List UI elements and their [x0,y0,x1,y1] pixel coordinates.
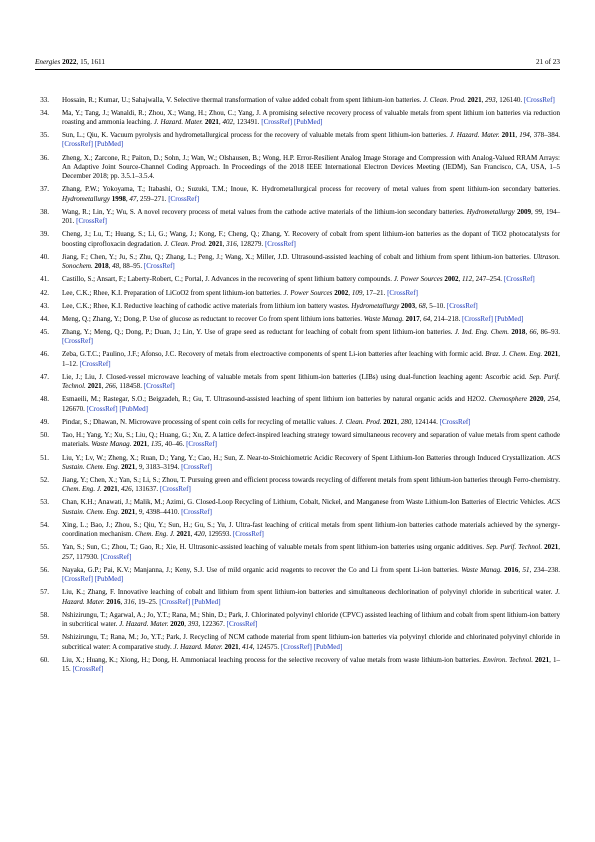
crossref-link[interactable]: [CrossRef] [264,239,296,248]
reference-pages: 117930. [76,552,99,561]
reference-authors-title: Sun, L.; Qiu, K. Vacuum pyrolysis and hydrometallurgical process for the recovery of valuable metals from spent lithium-ion batteries. [62,131,448,140]
reference-number: 40. [40,252,49,261]
reference-text: Lee, C.K.; Rhee, K.I. Reductive leaching of cathodic active materials from lithium ion battery wastes. Hydrometallurgy 2003, 68, 5–10. [CrossRef] [62,301,478,310]
reference-journal: ACS Sustain. Chem. Eng. [62,453,560,471]
reference-year: 2021 [121,507,136,516]
reference-item [35,566,560,585]
crossref-link[interactable]: [CrossRef] [159,597,191,606]
reference-journal: Braz. J. Chem. Eng. [485,350,543,359]
reference-text: Hossain, R.; Kumar, U.; Sahajwalla, V. Selective thermal transformation of value added cobalt from spent lithium-ion batteries. J. Clean. Prod. 2021, 293, 126140. [CrossRef] [62,95,555,104]
crossref-link[interactable]: [CrossRef] [439,417,471,426]
reference-pages: 122367. [201,620,225,629]
reference-text: Xing, L.; Bao, J.; Zhou, S.; Qiu, Y.; Sun, H.; Gu, S.; Yu, J. Ultra-fast leaching of critical metals from spent lithium-ion batteries cathode materials achieved by the synergy-coordination mechanism. Chem. Eng. J. 2021, 420, 129593. [CrossRef] [62,520,560,539]
reference-pages: 194–201. [62,207,561,226]
pubmed-link[interactable]: [PubMed] [119,404,148,413]
reference-journal: J. Power Sources [393,275,443,284]
reference-year: 2021 [383,417,398,426]
crossref-link[interactable]: [CrossRef] [446,301,478,310]
reference-item [35,131,560,150]
reference-journal: Ultrason. Sonochem. [62,252,561,271]
reference-text: Sun, L.; Qiu, K. Vacuum pyrolysis and hydrometallurgical process for the recovery of valuable metals from spent lithium-ion batteries. J. Hazard. Mater. 2011, 194, 378–384. [CrossRef] [PubMed] [62,131,561,149]
reference-volume: 393 [187,620,199,629]
reference-item [35,109,560,128]
reference-pages: 259–271. [139,194,167,203]
reference-journal: Chemosphere [488,395,528,404]
reference-number: 33. [40,95,49,104]
reference-text: Lie, J.; Liu, J. Closed-vessel microwave leaching of valuable metals from spent lithium-ion batteries (LIBs) using dual-function leaching agent: Ascorbic acid. Sep. Purif. Technol. 2021, 266, 118458. [CrossRef] [62,372,561,391]
reference-number: 49. [40,417,49,426]
reference-volume: 254 [547,395,559,404]
reference-authors-title: Pindar, S.; Dhawan, N. Microwave processing of spent coin cells for recycling of metallic values. [62,417,338,426]
reference-year: 2018 [511,327,526,336]
reference-text: Ma, Y.; Tang, J.; Wanaldi, R.; Zhou, X.; Wang, H.; Zhou, C.; Yang, J. A promising selective recovery process of valuable metals from spent lithium ion batteries via reduction roasting and ammonia leaching. J. Hazard. Mater. 2021, 402, 123491. [CrossRef] [PubMed] [62,108,560,126]
reference-text: Zeba, G.T.C.; Paulino, J.F.; Afonso, J.C. Recovery of metals from electroactive components of spent Li-ion batteries after leaching with formic acid. Braz. J. Chem. Eng. 2021, 1–12. [CrossRef] [62,350,560,368]
reference-journal: J. Clean. Prod. [164,239,207,248]
reference-pages: 88–95. [122,262,143,271]
reference-journal: Waste Manag. [461,565,502,574]
reference-text: Nshizirungu, T.; Agarwal, A.; Jo, Y.T.; Rana, M.; Shin, D.; Park, J. Chlorinated polyvinyl chloride (CPVC) assisted leaching of lithium and cobalt from spent lithium-ion battery in subcritical water. J. Hazard. Mater. 2020, 393, 122367. [CrossRef] [62,610,560,629]
reference-list [35,96,560,679]
reference-number: 35. [40,131,49,140]
reference-year: 2021 [176,530,191,539]
reference-item [35,395,560,414]
reference-text: Chan, K.H.; Anawati, J.; Malik, M.; Azimi, G. Closed-Loop Recycling of Lithium, Cobalt, Nickel, and Manganese from Waste Lithium-Ion Batteries of Electric Vehicles. ACS Sustain. Chem. Eng. 2021, 9, 4398–4410. [CrossRef] [62,498,561,516]
reference-number: 37. [40,185,49,194]
pubmed-link[interactable]: [PubMed] [191,597,221,606]
crossref-link[interactable]: [CrossRef] [86,404,118,413]
reference-journal: J. Hazard. Mater. [173,642,223,651]
reference-journal: Environ. Technol. [482,655,533,664]
reference-year: 2021 [544,543,559,552]
reference-text: Zhang, P.W.; Yokoyama, T.; Itabashi, O.; Suzuki, T.M.; Inoue, K. Hydrometallurgical process for recovery of metal values from spent lithium-ion secondary batteries. Hydrometallurgy 1998, 47, 259–271. [CrossRef] [62,185,560,203]
reference-item [35,185,560,204]
reference-journal: J. Hazard. Mater. [119,620,169,629]
reference-text: Cheng, J.; Lu, T.; Huang, S.; Li, G.; Wang, J.; Kong, F.; Cheng, Q.; Zhang, Y. Recovery of cobalt from spent lithium-ion batteries as the dopant of TiO2 photocatalysts for boosting ciprofloxacin degradation. J. Clean. Prod. 2021, 316, 128279. [CrossRef] [62,230,560,248]
reference-authors-title: Ma, Y.; Tang, J.; Wanaldi, R.; Zhou, X.; Wang, H.; Zhou, C.; Yang, J. A promising selective recovery process of valuable metals from spent lithium ion batteries via reduction roasting and ammonia leaching. [62,108,560,126]
reference-volume: 426 [121,485,132,494]
reference-authors-title: Lie, J.; Liu, J. Closed-vessel microwave leaching of valuable metals from spent lithium-ion batteries (LIBs) using dual-function leaching agent: Ascorbic acid. [62,372,527,381]
reference-number: 54. [40,520,49,529]
crossref-link[interactable]: [CrossRef] [159,485,191,494]
reference-journal: J. Hazard. Mater. [62,588,560,606]
reference-year: 2021 [208,239,223,248]
crossref-link[interactable]: [CrossRef] [261,117,293,126]
reference-text: Zhang, Y.; Meng, Q.; Dong, P.; Duan, J.; Lin, Y. Use of grape seed as reductant for leaching of cobalt from spent lithium-ion batteries. J. Ind. Eng. Chem. 2018, 66, 86–93. [CrossRef] [62,327,560,346]
reference-year: 2021 [224,642,239,651]
reference-journal: Sep. Purif. Technol. [62,372,561,391]
reference-pages: 126140. [499,95,523,104]
journal-year: 2022 [62,58,77,66]
reference-year: 2021 [544,350,559,359]
reference-volume: 99 [534,207,543,216]
reference-number: 46. [40,350,49,359]
crossref-link[interactable]: [CrossRef] [72,665,104,674]
reference-pages: 378–384. [533,131,561,140]
crossref-link[interactable]: [CrossRef] [523,95,555,104]
crossref-link[interactable]: [CrossRef] [181,507,212,516]
reference-authors-title: Yan, S.; Sun, C.; Zhou, T.; Gao, R.; Xie, H. Ultrasonic-assisted leaching of valuable metals from spent lithium-ion batteries using organic additives. [62,543,485,552]
reference-authors-title: Hossain, R.; Kumar, U.; Sahajwalla, V. Selective thermal transformation of value added cobalt from spent lithium-ion batteries. [62,95,422,104]
reference-authors-title: Liu, X.; Huang, K.; Xiong, H.; Dong, H. Ammoniacal leaching process for the selective recovery of value metals from waste lithium-ion batteries. [62,655,481,664]
reference-text: Liu, K.; Zhang, F. Innovative leaching of cobalt and lithium from spent lithium-ion batteries and simultaneous dechlorination of polyvinyl chloride in subcritical water. J. Hazard. Mater. 2016, 316, 19–25. [CrossRef] [PubMed] [62,588,560,606]
reference-item [35,253,560,272]
crossref-link[interactable]: [CrossRef] [387,288,419,297]
reference-year: 2021 [204,117,219,126]
reference-authors-title: Esmaeili, M.; Rastegar, S.O.; Beigzadeh, R.; Gu, T. Ultrasound-assisted leaching of spent lithium ion batteries by natural organic acids and H2O2. [62,395,487,404]
pubmed-link[interactable]: [PubMed] [313,642,343,651]
crossref-link[interactable]: [CrossRef] [503,275,535,284]
reference-text: Nayaka, G.P.; Pai, K.V.; Manjanna, J.; Keny, S.J. Use of mild organic acid reagents to recover the Co and Li from spent Li-ion batteries. Waste Manag. 2016, 51, 234–238. [CrossRef] [PubMed] [62,565,561,584]
reference-year: 2021 [133,440,148,449]
crossref-link[interactable]: [CrossRef] [62,575,93,584]
reference-pages: 1–12. [62,359,78,368]
reference-number: 41. [40,275,49,284]
reference-journal: J. Power Sources [283,288,333,297]
reference-volume: 414 [242,642,253,651]
reference-pages: 234–238. [533,565,561,574]
reference-pages: 4398–4410. [145,507,180,516]
reference-volume: 68 [418,301,426,310]
reference-volume: 51 [522,565,530,574]
reference-item [35,230,560,249]
reference-text: Meng, Q.; Zhang, Y.; Dong, P. Use of glucose as reductant to recover Co from spent lithium ions batteries. Waste Manag. 2017, 64, 214–218. [CrossRef] [PubMed] [62,314,524,323]
reference-number: 45. [40,327,49,336]
reference-year: 2017 [405,314,420,323]
reference-authors-title: Liu, Y.; Lv, W.; Zheng, X.; Ruan, D.; Yang, Y.; Cao, H.; Sun, Z. Near-to-Stoichiometric Acidic Recovery of Spent Lithium-Ion Batteries through Induced Crystallization. [62,453,546,462]
reference-year: 2021 [121,462,136,471]
reference-journal: Hydrometallurgy [466,207,515,216]
reference-year: 1998 [111,194,126,203]
reference-year: 2021 [535,655,550,664]
reference-pages: 247–254. [475,275,503,284]
reference-journal: Hydrometallurgy [351,301,400,310]
reference-authors-title: Chan, K.H.; Anawati, J.; Malik, M.; Azimi, G. Closed-Loop Recycling of Lithium, Cobalt, Nickel, and Manganese from Waste Lithium-Ion Batteries of Electric Vehicles. [62,498,546,507]
reference-text: Pindar, S.; Dhawan, N. Microwave processing of spent coin cells for recycling of metallic values. J. Clean. Prod. 2021, 280, 124144. [CrossRef] [62,417,471,426]
reference-pages: 17–21. [365,288,386,297]
reference-item [35,656,560,675]
reference-year: 2011 [501,131,516,140]
reference-pages: 123491. [236,117,260,126]
crossref-link[interactable]: [CrossRef] [62,140,93,149]
reference-item [35,521,560,540]
reference-item [35,418,560,427]
reference-authors-title: Nayaka, G.P.; Pai, K.V.; Manjanna, J.; Keny, S.J. Use of mild organic acid reagents to recover the Co and Li from spent Li-ion batteries. [62,565,459,574]
reference-item [35,154,560,182]
reference-pages: 126670. [62,404,85,413]
reference-pages: 5–10. [429,301,446,310]
reference-text: Yan, S.; Sun, C.; Zhou, T.; Gao, R.; Xie, H. Ultrasonic-assisted leaching of valuable metals from spent lithium-ion batteries using organic additives. Sep. Purif. Technol. 2021, 257, 117930. [CrossRef] [62,543,560,561]
crossref-link[interactable]: [CrossRef] [181,462,212,471]
crossref-link[interactable]: [CrossRef] [100,552,132,561]
reference-number: 60. [40,655,49,664]
reference-item [35,633,560,652]
reference-volume: 402 [222,117,234,126]
reference-authors-title: Zeba, G.T.C.; Paulino, J.F.; Afonso, J.C. Recovery of metals from electroactive components of spent Li-ion batteries after leaching with formic acid. [62,350,484,359]
reference-number: 47. [40,372,49,381]
reference-number: 48. [40,395,49,404]
reference-volume: 109 [351,288,363,297]
reference-number: 50. [40,431,49,440]
reference-journal: ACS Sustain. Chem. Eng. [62,498,561,516]
crossref-link[interactable]: [CrossRef] [226,620,258,629]
reference-number: 42. [40,288,49,297]
reference-number: 56. [40,565,49,574]
reference-volume: 48 [112,262,120,271]
reference-authors-title: Zhang, P.W.; Yokoyama, T.; Itabashi, O.; Suzuki, T.M.; Inoue, K. Hydrometallurgical process for recovery of metal values from spent lithium-ion secondary batteries. [62,185,560,194]
reference-item [35,289,560,298]
reference-authors-title: Tao, H.; Yang, Y.; Xu, S.; Liu, Q.; Huang, G.; Xu, Z. A lattice defect-inspired leaching strategy toward simultaneous recovery and separation of value metals from spent cathode materials. [62,431,560,449]
reference-volume: 266 [105,382,116,391]
reference-volume: 420 [194,530,205,539]
reference-authors-title: Xing, L.; Bao, J.; Zhou, S.; Qiu, Y.; Sun, H.; Gu, S.; Yu, J. Ultra-fast leaching of critical metals from spent lithium-ion batteries cathode materials achieved by the synergy-coordination mechanism. [62,520,560,539]
reference-year: 2021 [87,382,102,391]
reference-pages: 129593. [208,530,232,539]
page-indicator: 21 of 23 [536,58,560,66]
crossref-link[interactable]: [CrossRef] [462,314,493,323]
reference-pages: 40–46. [164,440,185,449]
reference-number: 34. [40,108,49,117]
reference-pages: 124575. [256,642,280,651]
crossref-link[interactable]: [CrossRef] [143,262,175,271]
reference-number: 39. [40,230,49,239]
reference-number: 44. [40,314,49,323]
reference-volume: 194 [519,131,530,140]
reference-number: 36. [40,153,49,162]
reference-item [35,275,560,284]
reference-year: 2021 [103,485,118,494]
reference-pages: 124144. [414,417,438,426]
reference-volume: 66 [529,327,537,336]
reference-journal: Chem. Eng. J. [62,485,102,494]
pubmed-link[interactable]: [PubMed] [494,314,524,323]
reference-text: Jiang, F.; Chen, Y.; Ju, S.; Zhu, Q.; Zhang, L.; Peng, J.; Wang, X.; Miller, J.D. Ultrasound-assisted leaching of cobalt and lithium from spent lithium-ion batteries. Ultrason. Sonochem. 2018, 48, 88–95. [CrossRef] [62,252,561,271]
journal-name: Energies [35,58,61,66]
reference-volume: 316 [226,239,237,248]
reference-journal: J. Clean. Prod. [338,417,382,426]
reference-authors-title: Lee, C.K.; Rhee, K.I. Preparation of LiCoO2 from spent lithium-ion batteries. [62,288,282,297]
crossref-link[interactable]: [CrossRef] [280,642,312,651]
crossref-link[interactable]: [CrossRef] [232,530,264,539]
reference-year: 2020 [529,395,544,404]
reference-authors-title: Liu, K.; Zhang, F. Innovative leaching of cobalt and lithium from spent lithium-ion batteries and simultaneous dechlorination of polyvinyl chloride in subcritical water. [62,588,553,597]
header-rule [35,69,560,70]
reference-pages: 86–93. [540,327,560,336]
reference-item [35,328,560,347]
reference-year: 2016 [106,597,121,606]
reference-number: 51. [40,453,49,462]
reference-volume: 135 [150,440,162,449]
reference-year: 2002 [444,275,459,284]
reference-pages: 214–218. [433,314,461,323]
reference-authors-title: Lee, C.K.; Rhee, K.I. Reductive leaching of cathodic active materials from lithium ion battery wastes. [62,301,350,310]
reference-journal: Waste Manag. [91,440,132,449]
crossref-link[interactable]: [CrossRef] [76,217,108,226]
reference-text: Wang, R.; Lin, Y.; Wu, S. A novel recovery process of metal values from the cathode active materials of the lithium-ion secondary batteries. Hydrometallurgy 2009, 99, 194–201. [CrossRef] [62,207,561,226]
pubmed-link[interactable]: [PubMed] [94,140,124,149]
reference-authors-title: Castillo, S.; Ansart, F.; Laberty-Robert, C.; Portal, J. Advances in the recovering of spent lithium battery compounds. [62,275,393,284]
reference-volume: 316 [124,597,135,606]
reference-year: 2016 [504,565,519,574]
reference-item [35,498,560,517]
reference-number: 57. [40,588,49,597]
reference-journal: J. Hazard. Mater. [449,131,500,140]
reference-text: Esmaeili, M.; Rastegar, S.O.; Beigzadeh, R.; Gu, T. Ultrasound-assisted leaching of spent lithium ion batteries by natural organic acids and H2O2. Chemosphere 2020, 254, 126670. [CrossRef] [PubMed] [62,395,560,413]
reference-text: Nshizirungu, T.; Rana, M.; Jo, Y.T.; Park, J. Recycling of NCM cathode material from spent lithium-ion batteries via polyvinyl chloride and chlorinated polyvinyl chloride in subcritical water: A comparative study. J. Hazard. Mater. 2021, 414, 124575. [CrossRef] [PubMed] [62,633,560,651]
reference-item [35,431,560,450]
reference-volume: 293 [485,95,496,104]
pubmed-link[interactable]: [PubMed] [94,575,124,584]
reference-number: 43. [40,301,49,310]
reference-item [35,302,560,311]
reference-volume: 47 [129,194,137,203]
reference-item [35,543,560,562]
crossref-link[interactable]: [CrossRef] [143,382,175,391]
reference-number: 53. [40,498,49,507]
reference-number: 52. [40,475,49,484]
reference-authors-title: Nshizirungu, T.; Agarwal, A.; Jo, Y.T.; Rana, M.; Shin, D.; Park, J. Chlorinated polyvinyl chloride (CPVC) assisted leaching of lithium and cobalt from spent lithium-ion battery in subcritical water. [62,610,560,629]
crossref-link[interactable]: [CrossRef] [186,440,218,449]
reference-number: 55. [40,543,49,552]
reference-authors-title: Jiang, F.; Chen, Y.; Ju, S.; Zhu, Q.; Zhang, L.; Peng, J.; Wang, X.; Miller, J.D. Ultrasound-assisted leaching of cobalt and lithium from spent lithium-ion batteries. [62,252,531,261]
reference-authors-title: Wang, R.; Lin, Y.; Wu, S. A novel recovery process of metal values from the cathode active materials of the lithium-ion secondary batteries. [62,207,465,216]
reference-item [35,350,560,369]
reference-journal: Hydrometallurgy [62,194,111,203]
reference-year: 2018 [94,262,109,271]
reference-pages: 131637. [135,485,159,494]
crossref-link[interactable]: [CrossRef] [62,337,93,346]
reference-volume: 280 [400,417,412,426]
reference-journal: Chem. Eng. J. [135,530,175,539]
reference-pages: 19–25. [138,597,158,606]
reference-journal: J. Hazard. Mater. [153,117,204,126]
reference-text: Liu, Y.; Lv, W.; Zheng, X.; Ruan, D.; Yang, Y.; Cao, H.; Sun, Z. Near-to-Stoichiometric Acidic Recovery of Spent Lithium-Ion Batteries through Induced Crystallization. ACS Sustain. Chem. Eng. 2021, 9, 3183–3194. [CrossRef] [62,453,560,471]
crossref-link[interactable]: [CrossRef] [79,359,111,368]
reference-authors-title: Nshizirungu, T.; Rana, M.; Jo, Y.T.; Park, J. Recycling of NCM cathode material from spent lithium-ion batteries via polyvinyl chloride and chlorinated polyvinyl chloride in subcritical water: A comparative study. [62,633,560,651]
reference-pages: 1–15. [62,655,560,674]
reference-text [62,154,560,182]
reference-text: Lee, C.K.; Rhee, K.I. Preparation of LiCoO2 from spent lithium-ion batteries. J. Power Sources 2002, 109, 17–21. [CrossRef] [62,288,419,297]
reference-year: 2020 [170,620,185,629]
reference-volume: 257 [62,552,73,561]
reference-volume: 9 [138,462,143,471]
reference-authors-title: Zheng, X.; Zarcone, R.; Paiton, D.; Sohn, J.; Wan, W.; Olshausen, B.; Wong, H.P. Error-Resilient Analog Image Storage and Compression with Analog-Valued RRAM Arrays: An Adaptive Joint Source-Channel Coding Approach. In Proceedings of the 2018 IEEE International Electron Devices Meeting (IEDM), San Francisco, CA, USA, 1–5 December 2018; pp. 3.5.1–3.5.4. [62,153,560,181]
reference-text: Jiang, Y.; Chen, X.; Yan, S.; Li, S.; Zhou, T. Pursuing green and efficient process towards recycling of different metals from spent lithium-ion batteries through Ferro-chemistry. Chem. Eng. J. 2021, 426, 131637. [CrossRef] [62,475,560,494]
reference-item [35,454,560,473]
reference-text: Tao, H.; Yang, Y.; Xu, S.; Liu, Q.; Huang, G.; Xu, Z. A lattice defect-inspired leaching strategy toward simultaneous recovery and separation of value metals from spent cathode materials. Waste Manag. 2021, 135, 40–46. [CrossRef] [62,431,560,449]
reference-text: Castillo, S.; Ansart, F.; Laberty-Robert, C.; Portal, J. Advances in the recovering of spent lithium battery compounds. J. Power Sources 2002, 112, 247–254. [CrossRef] [62,275,535,284]
reference-journal: Waste Manag. [363,314,404,323]
reference-pages: 3183–3194. [145,462,180,471]
reference-authors-title: Meng, Q.; Zhang, Y.; Dong, P. Use of glucose as reductant to recover Co from spent lithium ions batteries. [62,314,363,323]
reference-journal: J. Ind. Eng. Chem. [454,327,510,336]
reference-year: 2009 [516,207,532,216]
reference-text: Liu, X.; Huang, K.; Xiong, H.; Dong, H. Ammoniacal leaching process for the selective recovery of value metals from waste lithium-ion batteries. Environ. Technol. 2021, 1–15. [CrossRef] [62,655,560,674]
reference-pages: 128279. [240,239,264,248]
journal-volume-pages: , 15, 1611 [76,58,105,66]
crossref-link[interactable]: [CrossRef] [168,194,200,203]
pubmed-link[interactable]: [PubMed] [293,117,323,126]
reference-year: 2003 [401,301,416,310]
reference-authors-title: Jiang, Y.; Chen, X.; Yan, S.; Li, S.; Zhou, T. Pursuing green and efficient process towards recycling of different metals from spent lithium-ion batteries through Ferro-chemistry. [62,475,560,484]
reference-volume: 64 [423,314,431,323]
reference-item [35,476,560,495]
reference-item [35,208,560,227]
reference-item [35,96,560,105]
reference-authors-title: Cheng, J.; Lu, T.; Huang, S.; Li, G.; Wang, J.; Kong, F.; Cheng, Q.; Zhang, Y. Recovery of cobalt from spent lithium-ion batteries as the dopant of TiO2 photocatalysts for boosting ciprofloxacin degradation. [62,230,560,248]
reference-year: 2002 [334,288,349,297]
reference-item [35,315,560,324]
reference-number: 58. [40,610,49,619]
reference-item [35,373,560,392]
reference-year: 2021 [467,95,482,104]
reference-volume: 9 [138,507,143,516]
reference-authors-title: Zhang, Y.; Meng, Q.; Dong, P.; Duan, J.; Lin, Y. Use of grape seed as reductant for leaching of cobalt from spent lithium-ion batteries. [62,327,453,336]
reference-number: 59. [40,633,49,642]
reference-pages: 118458. [119,382,142,391]
reference-journal: Sep. Purif. Technol. [486,543,543,552]
reference-number: 38. [40,207,49,216]
reference-volume: 112 [462,275,473,284]
reference-item [35,588,560,607]
reference-item [35,611,560,630]
reference-journal: J. Clean. Prod. [423,95,466,104]
